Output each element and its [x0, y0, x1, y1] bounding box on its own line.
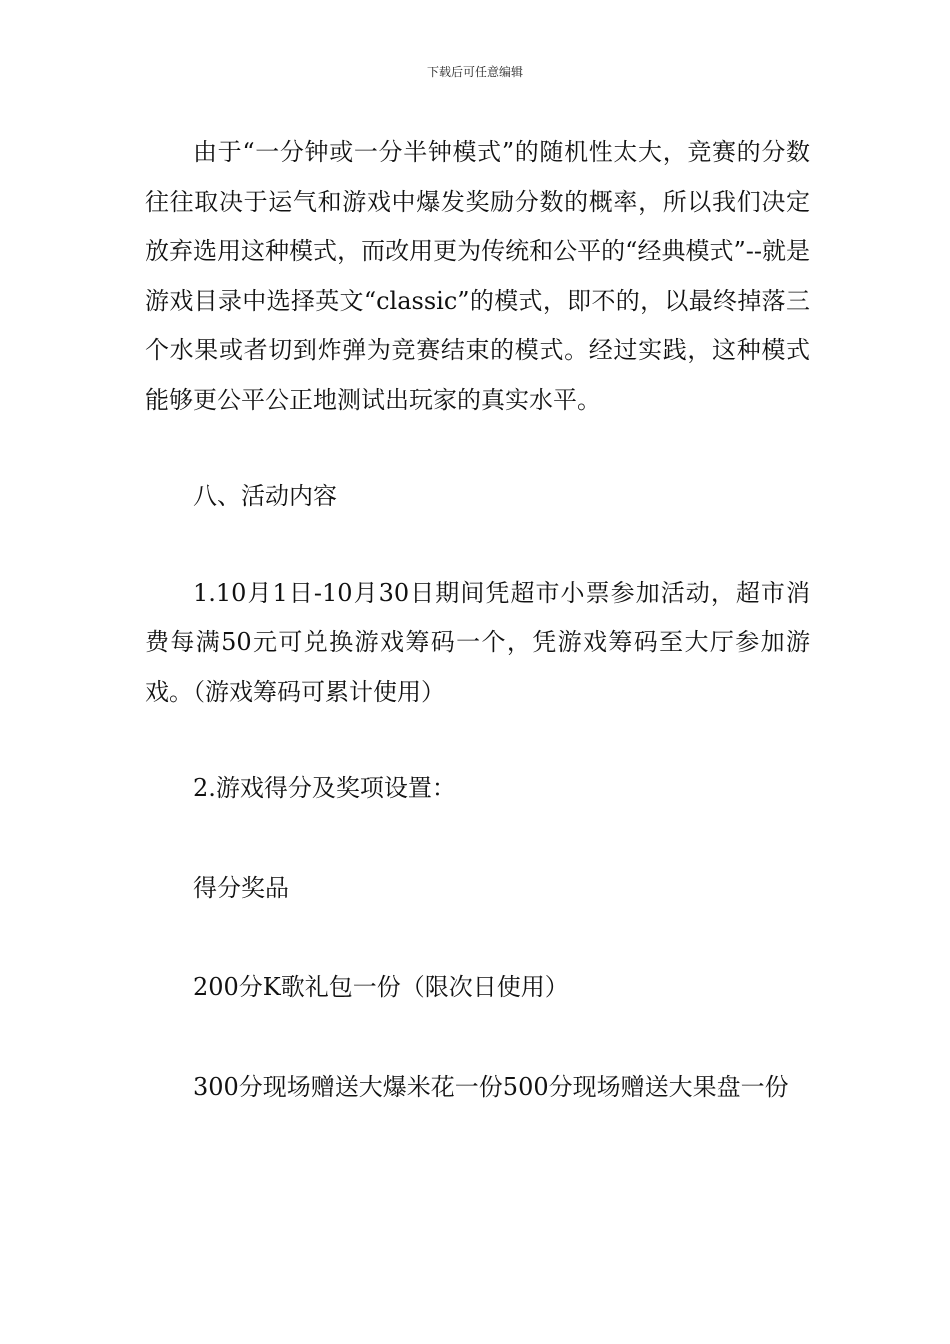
paragraph-game-mode-rationale: 由于“一分钟或一分半钟模式”的随机性太大，竞赛的分数往往取决于运气和游戏中爆发奖励分数的概率，所以我们决定放弃选用这种模式，而改用更为传统和公平的“经典模式”--就是游戏目录中选择英文“classic”的模式，即不的，以最终掉落三个水果或者切到炸弹为竞赛结束的模式。经过实践，这种模式能够更公平公正地测试出玩家的真实水平。: [145, 138, 810, 414]
section-heading-activity-content: 八、活动内容: [193, 482, 337, 510]
document-body: [145, 128, 810, 1112]
prize-row-300-500: 300分现场赠送大爆米花一份500分现场赠送大果盘一份: [193, 1072, 789, 1101]
paragraph-activity-rule-2: 2.游戏得分及奖项设置：: [193, 774, 456, 802]
prize-row-200: 200分K歌礼包一份（限次日使用）: [193, 973, 569, 1001]
prize-table-header: 得分奖品: [193, 873, 289, 902]
paragraph-activity-rule-1: 1.10月1日-10月30日期间凭超市小票参加活动，超市消费每满50元可兑换游戏筹码一个，凭游戏筹码至大厅参加游戏。（游戏筹码可累计使用）: [145, 578, 810, 706]
page-header-note: 下载后可任意编辑: [426, 65, 523, 79]
